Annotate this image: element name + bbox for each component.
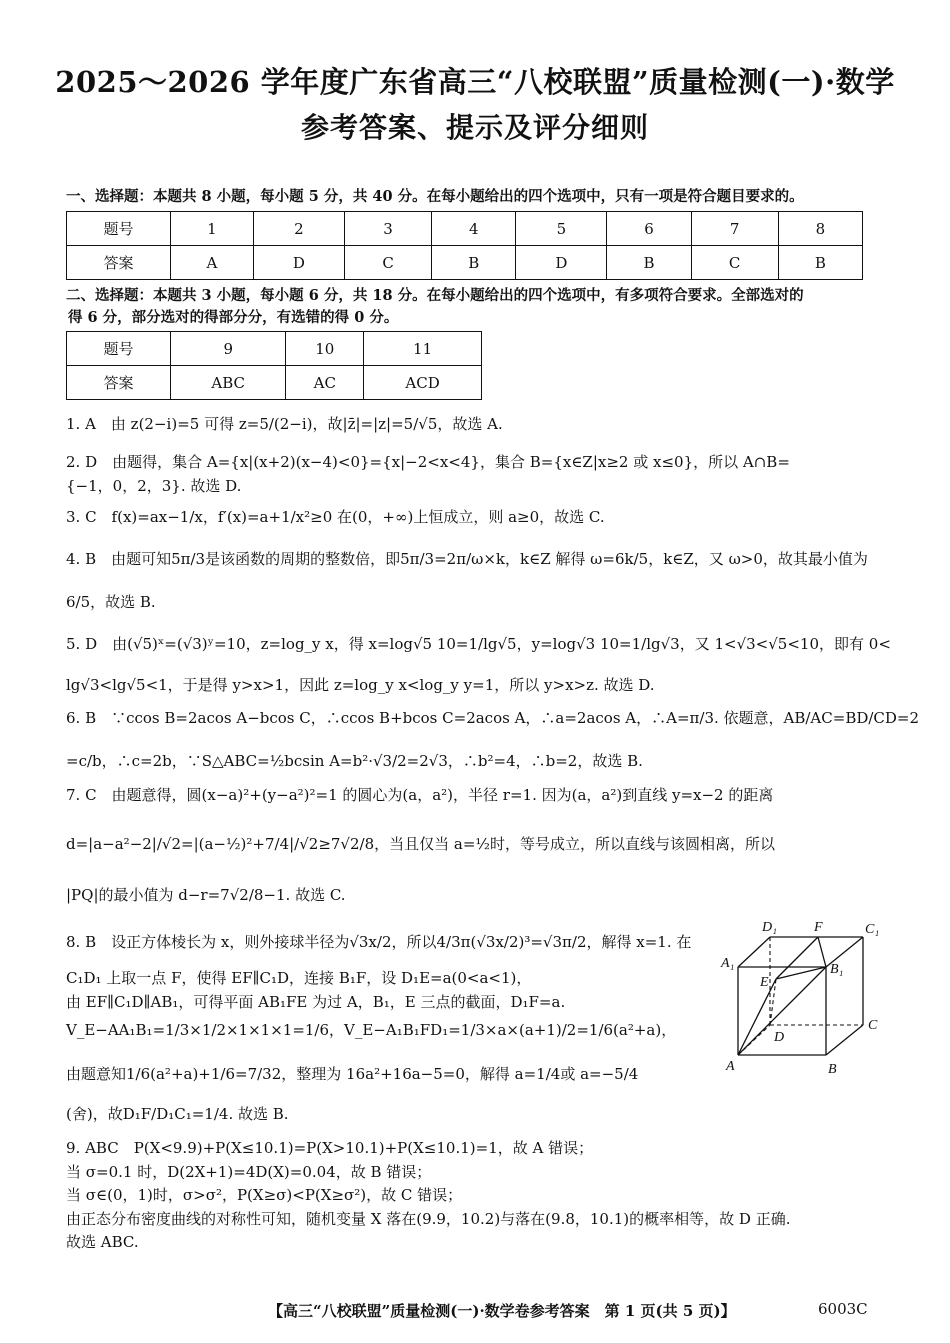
- solution-9-line4: 由正态分布密度曲线的对称性可知，随机变量 X 落在(9.9，10.2)与落在(9.8，10.1)的概率相等，故 D 正确.: [66, 1210, 791, 1228]
- table-cell: 答案: [67, 366, 171, 400]
- section2-heading: [66, 285, 896, 329]
- solution-7-line1: 7. C 由题意得，圆(x−a)²+(y−a²)²=1 的圆心为(a，a²)，半径 r=1. 因为(a，a²)到直线 y=x−2 的距离: [66, 786, 774, 804]
- solution-9-line2: 当 σ=0.1 时，D(2X+1)=4D(X)=0.04，故 B 错误；: [66, 1163, 432, 1181]
- table-cell: 1: [171, 212, 254, 246]
- solution-9-line1: 9. ABC P(X<9.9)+P(X≤10.1)=P(X>10.1)+P(X≤10.1)=1，故 A 错误；: [66, 1139, 594, 1157]
- table-cell: 5: [516, 212, 607, 246]
- solution-8-line6: (舍)，故D₁F/D₁C₁=1/4. 故选 B.: [66, 1105, 289, 1123]
- table-cell: D: [253, 246, 344, 280]
- table-cell: 4: [432, 212, 516, 246]
- section2-heading-line2: 得 6 分，部分选对的得部分分，有选错的得 0 分。: [68, 309, 399, 326]
- table-cell: B: [778, 246, 862, 280]
- solution-7-line2: d=|a−a²−2|/√2=|(a−½)²+7/4|/√2≥7√2/8，当且仅当 a=½时，等号成立，所以直线与该圆相离，所以: [66, 835, 775, 853]
- table-cell: C: [344, 246, 431, 280]
- solution-2-line1: 2. D 由题得，集合 A={x|(x+2)(x−4)<0}={x|−2<x<4}，集合 B={x∈Z|x≥2 或 x≤0}，所以 A∩B=: [66, 453, 790, 471]
- page-title: 2025～2026 学年度广东省高三“八校联盟”质量检测(一)·数学: [55, 65, 895, 99]
- table-row: [67, 332, 482, 366]
- label-A: A: [726, 1059, 735, 1074]
- label-B: B: [828, 1062, 837, 1075]
- solution-1: 1. A 由 z(2−i)=5 可得 z=5/(2−i)，故|z̄|=|z|=5/√5，故选 A.: [66, 415, 503, 433]
- solution-4-line2: 6/5，故选 B.: [66, 593, 156, 611]
- table-cell: 8: [778, 212, 862, 246]
- solution-7-line3: |PQ|的最小值为 d−r=7√2/8−1. 故选 C.: [66, 886, 346, 904]
- solution-4-line1: 4. B 由题可知5π/3是该函数的周期的整数倍，即5π/3=2π/ω×k，k∈Z 解得 ω=6k/5，k∈Z，又 ω>0，故其最小值为: [66, 550, 868, 568]
- table-cell: B: [432, 246, 516, 280]
- label-D: D: [774, 1030, 785, 1045]
- label-F: F: [814, 920, 823, 935]
- table-cell: 11: [364, 332, 482, 366]
- solution-6-line1: 6. B ∵ccos B=2acos A−bcos C，∴ccos B+bcos C=2acos A，∴a=2acos A，∴A=π/3. 依题意，AB/AC=BD/CD=2: [66, 709, 920, 727]
- solution-3: 3. C f(x)=ax−1/x，f′(x)=a+1/x²≥0 在(0，+∞)上恒成立，则 a≥0，故选 C.: [66, 508, 605, 526]
- solution-8-line1: 8. B 设正方体棱长为 x，则外接球半径为√3x/2，所以4/3π(√3x/2)³=√3π/2，解得 x=1. 在: [66, 933, 692, 951]
- table-cell: 题号: [67, 212, 171, 246]
- label-C1: C₁: [865, 922, 880, 937]
- label-D1: D₁: [762, 920, 777, 935]
- table-cell: 答案: [67, 246, 171, 280]
- section2-answer-table: [66, 331, 482, 400]
- solution-8-line5: 由题意知1/6(a²+a)+1/6=7/32，整理为 16a²+16a−5=0，解得 a=1/4或 a=−5/4: [66, 1065, 639, 1083]
- table-cell: 7: [691, 212, 778, 246]
- label-C: C: [868, 1018, 878, 1033]
- page-subtitle: 参考答案、提示及评分细则: [300, 111, 649, 144]
- table-row: [67, 246, 863, 280]
- solution-8-line2: C₁D₁ 上取一点 F，使得 EF∥C₁D，连接 B₁F，设 D₁E=a(0<a<1)，: [66, 969, 532, 987]
- table-cell: D: [516, 246, 607, 280]
- solution-6-line2: =c/b，∴c=2b，∵S△ABC=½bcsin A=b²·√3/2=2√3，∴b²=4，∴b=2，故选 B.: [66, 752, 643, 770]
- table-cell: 3: [344, 212, 431, 246]
- table-cell: ACD: [364, 366, 482, 400]
- table-cell: 2: [253, 212, 344, 246]
- label-B1: B₁: [830, 962, 844, 977]
- table-cell: C: [691, 246, 778, 280]
- cube-diagram: [718, 915, 888, 1075]
- table-cell: B: [607, 246, 691, 280]
- table-cell: A: [171, 246, 254, 280]
- solution-2-line2: {−1，0，2，3}. 故选 D.: [66, 477, 242, 495]
- solution-9-line5: 故选 ABC.: [66, 1233, 139, 1251]
- table-cell: 6: [607, 212, 691, 246]
- solution-5-line1: 5. D 由(√5)ˣ=(√3)ʸ=10，z=log_y x，得 x=log√5 10=1/lg√5，y=log√3 10=1/lg√3，又 1<√3<√5<10，即有 0<: [66, 635, 891, 653]
- footer-text: 【高三“八校联盟”质量检测(一)·数学卷参考答案 第 1 页(共 5 页)】: [268, 1302, 736, 1320]
- table-cell: 10: [286, 332, 364, 366]
- section1-heading: 一、选择题：本题共 8 小题，每小题 5 分，共 40 分。在每小题给出的四个选项中，只有一项是符合题目要求的。: [66, 188, 804, 205]
- table-cell: ABC: [171, 366, 286, 400]
- footer-code: 6003C: [818, 1300, 868, 1318]
- label-A1: A₁: [721, 956, 735, 971]
- table-cell: AC: [286, 366, 364, 400]
- section1-answer-table: [66, 211, 863, 280]
- table-cell: 题号: [67, 332, 171, 366]
- solution-9-line3: 当 σ∈(0，1)时，σ>σ²，P(X≥σ)<P(X≥σ²)，故 C 错误；: [66, 1186, 463, 1204]
- solution-8-line3: 由 EF∥C₁D∥AB₁，可得平面 AB₁FE 为过 A，B₁，E 三点的截面，D₁F=a.: [66, 993, 566, 1011]
- label-E: E: [760, 975, 769, 990]
- table-row: [67, 366, 482, 400]
- table-cell: 9: [171, 332, 286, 366]
- section2-heading-line1: 二、选择题：本题共 3 小题，每小题 6 分，共 18 分。在每小题给出的四个选项中，有多项符合要求。全部选对的: [66, 287, 804, 304]
- solution-5-line2: lg√3<lg√5<1，于是得 y>x>1，因此 z=log_y x<log_y y=1，所以 y>x>z. 故选 D.: [66, 676, 655, 694]
- solution-8-line4: V_E−AA₁B₁=1/3×1/2×1×1×1=1/6，V_E−A₁B₁FD₁=1/3×a×(a+1)/2=1/6(a²+a)，: [66, 1021, 677, 1039]
- table-row: [67, 212, 863, 246]
